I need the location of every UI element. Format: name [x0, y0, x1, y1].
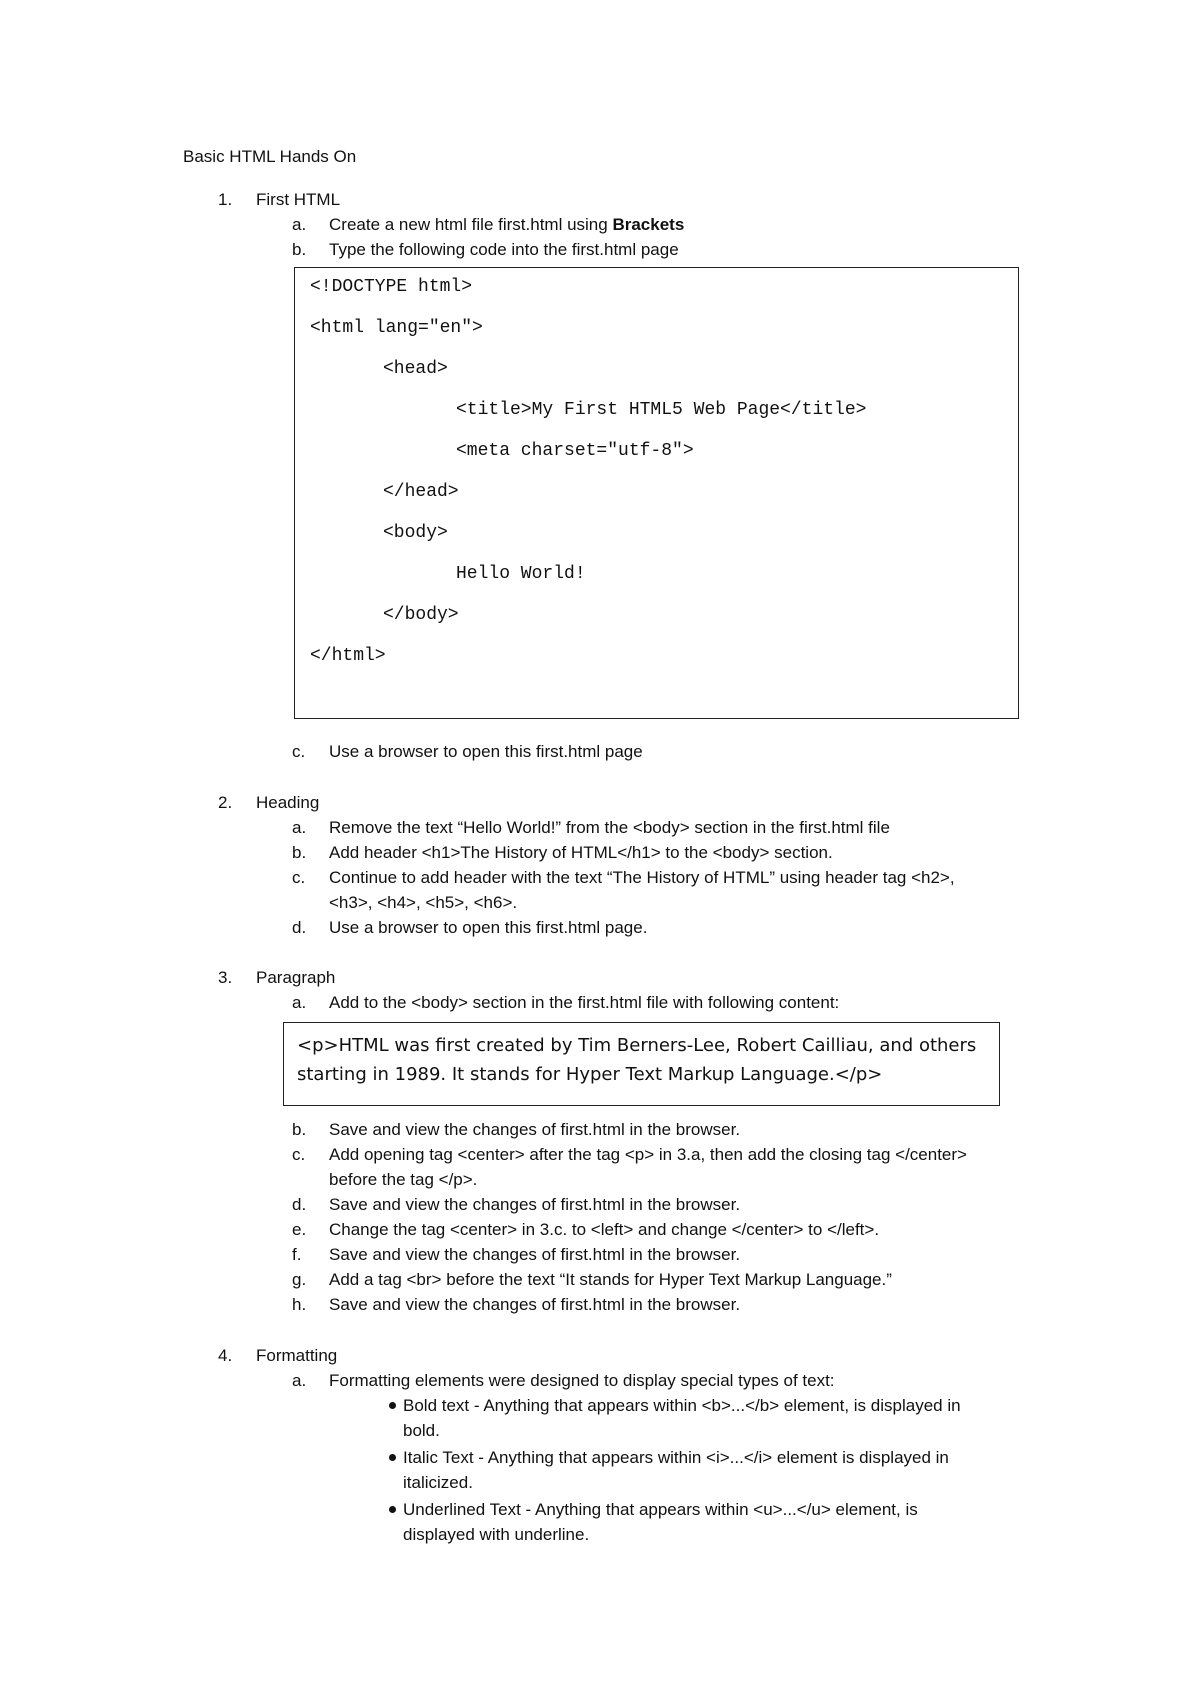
brackets-emphasis: Brackets	[612, 215, 685, 234]
item-text: Save and view the changes of first.html in the browser.	[329, 1295, 741, 1314]
bullet-text-continued: bold.	[403, 1421, 440, 1440]
item-label: a.	[292, 1371, 307, 1390]
section-title: Heading	[256, 793, 320, 812]
item-text-continued: <h3>, <h4>, <h5>, <h6>.	[329, 893, 518, 912]
item-text: Save and view the changes of first.html in the browser.	[329, 1195, 741, 1214]
code-line: <!DOCTYPE html>	[310, 277, 473, 297]
item-label: a.	[292, 215, 307, 234]
bullet-text: Italic Text - Anything that appears within <i>...</i> element is displayed in	[403, 1448, 949, 1467]
item-text: Save and view the changes of first.html in the browser.	[329, 1245, 741, 1264]
bullet-icon	[389, 1454, 396, 1461]
code-line: </head>	[383, 482, 459, 502]
paragraph-line: <p>HTML was first created by Tim Berners-Lee, Robert Cailliau, and others	[297, 1035, 977, 1056]
item-text: Create a new html file first.html using Brackets	[329, 215, 685, 234]
section-number: 2.	[218, 793, 233, 812]
section-number: 3.	[218, 968, 233, 987]
item-label: b.	[292, 240, 307, 259]
section-title: First HTML	[256, 190, 341, 209]
item-text: Use a browser to open this first.html page	[329, 742, 643, 761]
item-label: e.	[292, 1220, 307, 1239]
code-line: <body>	[383, 523, 448, 543]
item-label: g.	[292, 1270, 307, 1289]
bullet-icon	[389, 1402, 396, 1409]
code-line: Hello World!	[456, 564, 586, 584]
section-number: 1.	[218, 190, 233, 209]
item-text: Save and view the changes of first.html in the browser.	[329, 1120, 741, 1139]
document-title: Basic HTML Hands On	[183, 147, 357, 166]
code-line: <head>	[383, 359, 448, 379]
item-text: Add header <h1>The History of HTML</h1> to the <body> section.	[329, 843, 833, 862]
code-line: </html>	[310, 646, 386, 666]
item-label: c.	[292, 742, 306, 761]
item-label: c.	[292, 868, 306, 887]
item-label: f.	[292, 1245, 302, 1264]
bullet-text: Bold text - Anything that appears within <b>...</b> element, is displayed in	[403, 1396, 961, 1415]
item-text-continued: before the tag </p>.	[329, 1170, 478, 1189]
bullet-text-continued: displayed with underline.	[403, 1525, 590, 1544]
item-label: h.	[292, 1295, 307, 1314]
item-label: d.	[292, 918, 307, 937]
section-title: Formatting	[256, 1346, 338, 1365]
item-text: Continue to add header with the text “The History of HTML” using header tag <h2>,	[329, 868, 955, 887]
item-text: Add to the <body> section in the first.html file with following content:	[329, 993, 840, 1012]
item-text: Add opening tag <center> after the tag <p> in 3.a, then add the closing tag </center>	[329, 1145, 967, 1164]
item-label: b.	[292, 843, 307, 862]
item-text: Change the tag <center> in 3.c. to <left> and change </center> to </left>.	[329, 1220, 880, 1239]
item-label: a.	[292, 993, 307, 1012]
code-line: <title>My First HTML5 Web Page</title>	[456, 400, 867, 420]
bullet-text-continued: italicized.	[403, 1473, 473, 1492]
item-text: Use a browser to open this first.html page.	[329, 918, 648, 937]
item-text: Formatting elements were designed to display special types of text:	[329, 1371, 835, 1390]
section-number: 4.	[218, 1346, 233, 1365]
item-label: b.	[292, 1120, 307, 1139]
code-line: <html lang="en">	[310, 318, 483, 338]
item-text: Type the following code into the first.html page	[329, 240, 679, 259]
item-text: Add a tag <br> before the text “It stands for Hyper Text Markup Language.”	[329, 1270, 892, 1289]
bullet-text: Underlined Text - Anything that appears within <u>...</u> element, is	[403, 1500, 918, 1519]
item-label: a.	[292, 818, 307, 837]
bullet-icon	[389, 1506, 396, 1513]
section-title: Paragraph	[256, 968, 336, 987]
item-label: d.	[292, 1195, 307, 1214]
item-text: Remove the text “Hello World!” from the <body> section in the first.html file	[329, 818, 890, 837]
paragraph-line: starting in 1989. It stands for Hyper Text Markup Language.</p>	[297, 1064, 883, 1085]
code-line: <meta charset="utf-8">	[456, 441, 694, 461]
item-label: c.	[292, 1145, 306, 1164]
code-line: </body>	[383, 605, 459, 625]
